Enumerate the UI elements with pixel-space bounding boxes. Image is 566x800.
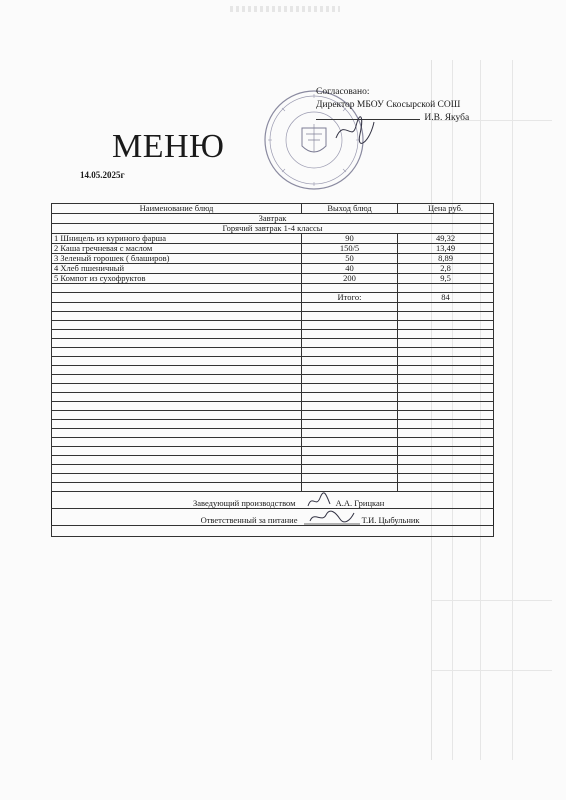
page-title: МЕНЮ: [112, 128, 225, 165]
dish-yield: 40: [302, 264, 398, 274]
dish-yield: 150/5: [302, 244, 398, 254]
dish-price: 2,8: [398, 264, 494, 274]
production-signature: [304, 492, 334, 508]
empty-row: [52, 375, 494, 384]
dish-price: 49,32: [398, 234, 494, 244]
menu-table: [51, 203, 494, 537]
empty-row: [52, 411, 494, 420]
director-signature: [330, 112, 380, 148]
empty-row: [52, 393, 494, 402]
approval-position: Директор МБОУ Скосырской СОШ: [316, 100, 461, 110]
header-dish-name: Наименование блюд: [52, 204, 302, 214]
empty-row: [52, 465, 494, 474]
table-row: [52, 234, 494, 244]
dish-price: 9,5: [398, 274, 494, 284]
table-row: [52, 274, 494, 284]
header-yield: Выход блюд: [302, 204, 398, 214]
header-price: Цена руб.: [398, 204, 494, 214]
empty-row: [52, 366, 494, 375]
dish-price: 13,49: [398, 244, 494, 254]
production-manager-name: А.А. Грицкан: [335, 498, 385, 508]
dish-name: 5 Компот из сухофруктов: [52, 274, 302, 284]
empty-row: [52, 420, 494, 429]
approval-signer: И.В. Якуба: [424, 113, 470, 123]
dish-name: 1 Шницель из куриного фарша: [52, 234, 302, 244]
meal-subheading: Горячий завтрак 1-4 классы: [52, 224, 494, 234]
dish-yield: 200: [302, 274, 398, 284]
table-row: [52, 244, 494, 254]
production-manager-title: Заведующий производством: [52, 492, 302, 509]
production-signature-cell: [302, 492, 494, 509]
empty-row: [52, 447, 494, 456]
nutrition-signature: [304, 509, 360, 525]
empty-row: [52, 321, 494, 330]
subheading-row: [52, 224, 494, 234]
table-row: [52, 264, 494, 274]
production-signature-row: [52, 492, 494, 509]
dish-price: 8,89: [398, 254, 494, 264]
total-row: [52, 293, 494, 303]
empty-row: [52, 330, 494, 339]
empty-row: [52, 284, 494, 293]
empty-row: [52, 339, 494, 348]
table-header-row: [52, 204, 494, 214]
scan-artifact: [230, 6, 340, 12]
nutrition-responsible-name: Т.И. Цыбульник: [361, 515, 420, 525]
empty-row: [52, 303, 494, 312]
empty-row: [52, 438, 494, 447]
dish-name: 3 Зеленый горошек ( блаширов): [52, 254, 302, 264]
total-value: 84: [398, 293, 494, 303]
dish-yield: 90: [302, 234, 398, 244]
dish-yield: 50: [302, 254, 398, 264]
nutrition-signature-cell: [302, 509, 494, 526]
empty-row: [52, 456, 494, 465]
meal-row: [52, 214, 494, 224]
menu-date: 14.05.2025г: [80, 170, 125, 180]
approval-heading: Согласовано:: [316, 87, 370, 97]
meal-name: Завтрак: [52, 214, 494, 224]
empty-row: [52, 384, 494, 393]
bottom-spacer-row: [52, 526, 494, 537]
nutrition-signature-row: [52, 509, 494, 526]
empty-row: [52, 348, 494, 357]
empty-row: [52, 402, 494, 411]
table-row: [52, 254, 494, 264]
dish-name: 2 Каша гречневая с маслом: [52, 244, 302, 254]
empty-row: [52, 357, 494, 366]
dish-name: 4 Хлеб пшеничный: [52, 264, 302, 274]
empty-row: [52, 474, 494, 483]
nutrition-title-text: Ответственный за питание: [200, 515, 298, 525]
total-label: Итого:: [302, 293, 398, 303]
nutrition-responsible-title: [52, 509, 302, 526]
empty-row: [52, 429, 494, 438]
empty-row: [52, 483, 494, 492]
empty-row: [52, 312, 494, 321]
